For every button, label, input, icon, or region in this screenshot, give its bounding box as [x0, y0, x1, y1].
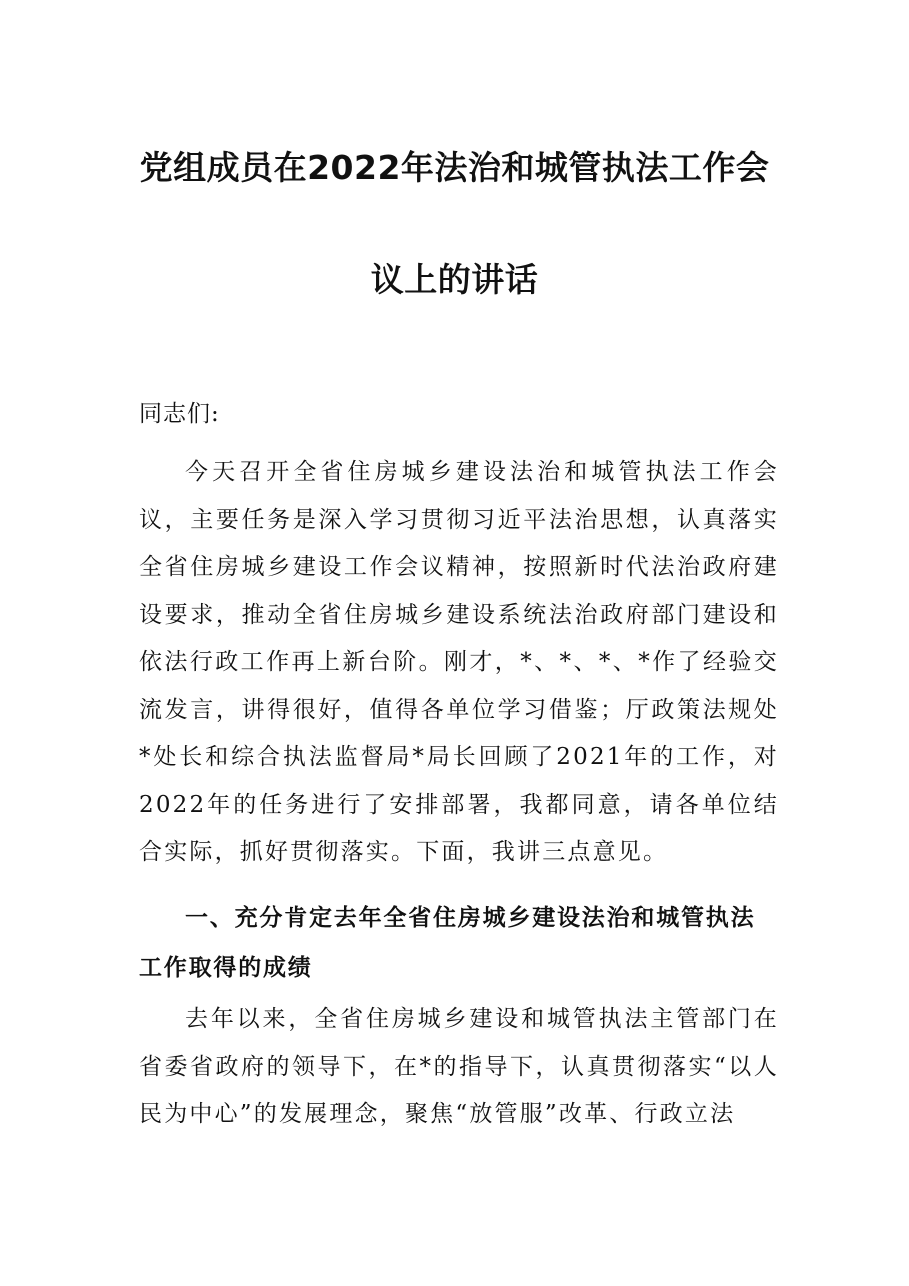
section-heading-1: 一、充分肯定去年全省住房城乡建设法治和城管执法工作取得的成绩 — [139, 905, 756, 981]
document-title-line-2: 议上的讲话 — [370, 260, 539, 299]
paragraph-achievements: 去年以来，全省住房城乡建设和城管执法主管部门在省委省政府的领导下，在*的指导下，认真贯彻落实“以人民为中心”的发展理念，聚焦“放管服”改革、行政立法 — [139, 1006, 779, 1127]
document-title-line-1: 党组成员在2022年法治和城管执法工作会 — [139, 148, 770, 187]
salutation: 同志们: — [139, 401, 220, 427]
paragraph-opening: 今天召开全省住房城乡建设法治和城管执法工作会议，主要任务是深入学习贯彻习近平法治思想，认真落实全省住房城乡建设工作会议精神，按照新时代法治政府建设要求，推动全省住房城乡建设系统法治政府部门建设和依法行政工作再上新台阶。刚才，*、*、*、*作了经验交流发言，讲得很好，值得各单位学习借鉴；厅政策法规处*处长和综合执法监督局*局长回顾了2021年的工作，对2022年的任务进行了安排部署，我都同意，请各单位结合实际，抓好贯彻落实。下面，我讲三点意见。 — [139, 459, 779, 865]
